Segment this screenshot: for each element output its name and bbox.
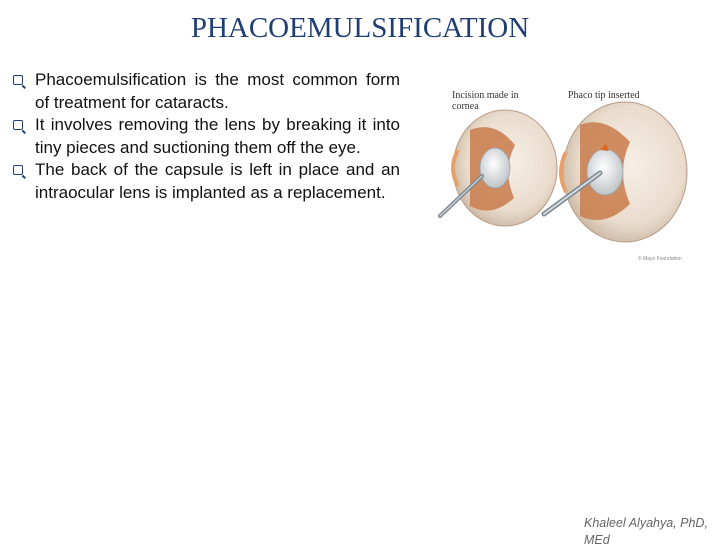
- slide-title: PHACOEMULSIFICATION: [190, 12, 530, 44]
- right-eye: [544, 102, 687, 242]
- checkbox-bullet-icon: [13, 75, 23, 85]
- figure-label-line: cornea: [452, 101, 479, 112]
- figure-label-phaco: Phaco tip inserted: [568, 90, 640, 101]
- bullet-item: [10, 159, 400, 204]
- bullet-text: The back of the capsule is left in place and an intraocular lens is implanted as a replacement.: [35, 160, 400, 202]
- bullet-text: Phacoemulsification is the most common form of treatment for cataracts.: [35, 70, 400, 112]
- bullet-item: [10, 69, 400, 114]
- checkbox-bullet-icon: [13, 120, 23, 130]
- figure-label-line: Incision made in: [452, 90, 519, 101]
- left-eye: [440, 110, 557, 226]
- author-footer: Khaleel Alyahya, PhD, MEd: [584, 516, 708, 547]
- eye-surgery-illustration: [440, 80, 710, 265]
- checkbox-bullet-icon: [13, 165, 23, 175]
- figure-credit: © Mayo Foundation: [638, 256, 682, 262]
- bullet-list: [10, 69, 400, 204]
- bullet-item: [10, 114, 400, 159]
- bullet-text: It involves removing the lens by breaking it into tiny pieces and suctioning them off the eye.: [35, 115, 400, 157]
- eye-diagram-svg: [440, 80, 710, 265]
